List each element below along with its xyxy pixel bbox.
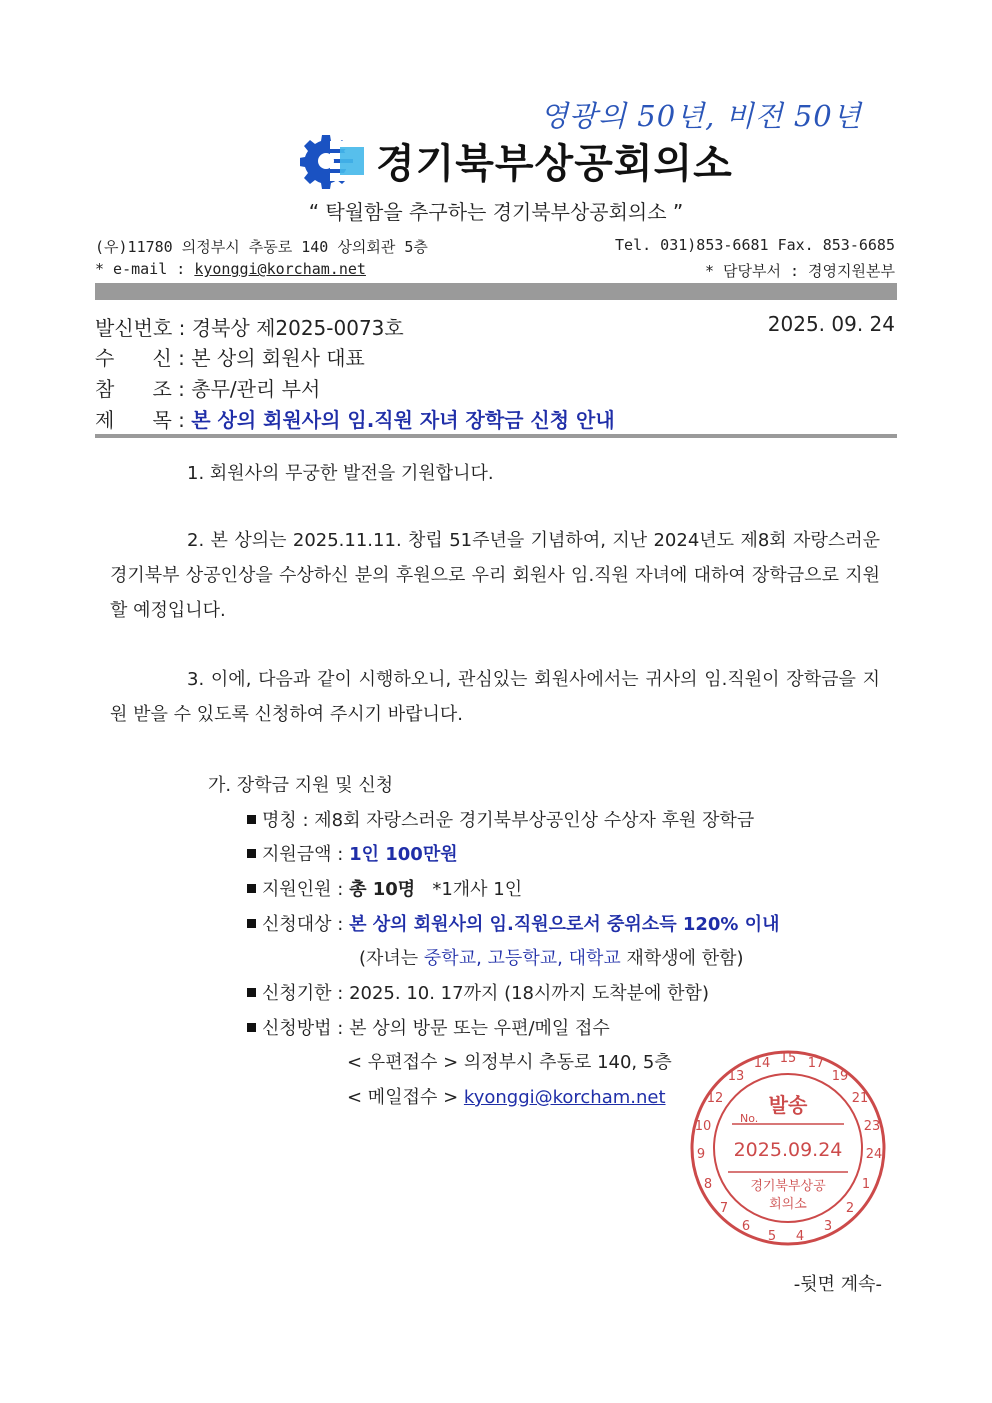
reference-row — [95, 373, 320, 402]
item-method — [247, 1014, 610, 1040]
item-deadline-value: 2025. 10. 17까지 (18시까지 도착분에 한함) — [349, 983, 709, 1004]
square-bullet-icon — [247, 1023, 256, 1032]
department: * 담당부서 : 경영지원본부 — [704, 262, 895, 280]
stamp-number-4: 21 — [851, 1091, 869, 1106]
stamp-no: No. — [740, 1112, 759, 1125]
stamp-number-17: 12 — [706, 1091, 724, 1106]
item-people-note: *1개사 1인 — [432, 879, 523, 900]
doc-number-row — [95, 312, 404, 341]
item-people-label: 지원인원 : — [262, 879, 344, 900]
continued-note: -뒷면 계속- — [793, 1274, 882, 1295]
postal-address: (우)11780 의정부시 추동로 140 상의회관 5층 — [95, 238, 428, 256]
gear-logo-icon — [300, 133, 364, 189]
recipient-row — [95, 342, 365, 371]
org-motto: “ 탁월함을 추구하는 경기북부상공회의소 ” — [308, 200, 684, 224]
doc-number-label: 발신번호 : — [95, 316, 186, 340]
item-deadline-label: 신청기한 : — [262, 983, 344, 1004]
paragraph-2: 2. 본 상의는 2025.11.11. 창립 51주년을 기념하여, 지난 2024년도 제8회 자랑스러운 경기북부 상공인상을 수상하신 분의 후원으로 우리 회원사 임.직원 자녀에 대하여 장학금으로 지원할 예정입니다. — [110, 530, 880, 621]
item-people-value: 총 10명 — [349, 879, 416, 900]
stamp-number-16: 10 — [694, 1119, 712, 1134]
mail-link[interactable]: kyonggi@korcham.net — [463, 1087, 666, 1108]
slogan: 영광의 50년, 비전 50년 — [540, 99, 862, 133]
item-people — [247, 875, 522, 901]
meta-divider — [95, 434, 897, 438]
target-note-close: 재학생에 한함) — [626, 948, 744, 969]
recipient-label: 수 신 : — [95, 346, 185, 370]
post-submission — [347, 1048, 672, 1074]
header-email-link[interactable]: kyonggi@korcham.net — [194, 260, 366, 278]
mail-submission — [347, 1083, 666, 1109]
school-middle: 중학교, — [423, 948, 482, 969]
item-name-value: 제8회 자랑스러운 경기북부상공인상 수상자 후원 장학금 — [314, 810, 755, 831]
subject-row — [95, 404, 615, 433]
stamp-number-15: 9 — [696, 1147, 706, 1162]
email-line — [95, 260, 366, 278]
subject: 본 상의 회원사의 임.직원 자녀 장학금 신청 안내 — [191, 408, 615, 432]
item-amount-label: 지원금액 : — [262, 844, 344, 865]
stamp-number-19: 14 — [753, 1056, 771, 1071]
org-name: 경기북부상공회의소 — [376, 141, 733, 187]
post-address: 의정부시 추동로 140, 5층 — [463, 1052, 672, 1073]
square-bullet-icon — [247, 884, 256, 893]
item-target-label: 신청대상 : — [262, 914, 344, 935]
stamp-org-line2: 회의소 — [769, 1197, 807, 1212]
square-bullet-icon — [247, 919, 256, 928]
item-name — [247, 806, 754, 832]
phone-fax: Tel. 031)853-6681 Fax. 853-6685 — [615, 236, 895, 254]
stamp-number-8: 2 — [845, 1201, 855, 1216]
stamp-number-12: 6 — [741, 1219, 751, 1234]
stamp-number-5: 23 — [863, 1119, 881, 1134]
target-note-open: (자녀는 — [359, 948, 424, 969]
stamp-org-line1: 경기북부상공 — [750, 1179, 826, 1194]
school-high: 고등학교, — [487, 948, 563, 969]
stamp-number-2: 17 — [807, 1056, 825, 1071]
paragraph-1: 1. 회원사의 무궁한 발전을 기원합니다. — [187, 463, 494, 484]
section-heading: 가. 장학금 지원 및 신청 — [208, 775, 394, 796]
item-target — [247, 910, 780, 936]
square-bullet-icon — [247, 988, 256, 997]
item-deadline — [247, 979, 709, 1005]
stamp-number-11: 5 — [767, 1229, 777, 1244]
dispatch-stamp — [688, 1048, 888, 1248]
org-logo — [300, 132, 733, 189]
reference: 총무/관리 부서 — [191, 377, 321, 401]
reference-label: 참 조 : — [95, 377, 185, 401]
stamp-number-9: 3 — [823, 1219, 833, 1234]
stamp-number-10: 4 — [795, 1229, 805, 1244]
square-bullet-icon — [247, 849, 256, 858]
stamp-number-13: 7 — [719, 1201, 729, 1216]
post-label: < 우편접수 > — [347, 1052, 459, 1073]
recipient: 본 상의 회원사 대표 — [191, 346, 365, 370]
stamp-number-7: 1 — [861, 1177, 871, 1192]
item-name-label: 명칭 : — [262, 810, 309, 831]
item-method-label: 신청방법 : — [262, 1018, 344, 1039]
paragraph-3: 3. 이에, 다음과 같이 시행하오니, 관심있는 회원사에서는 귀사의 임.직원이 장학금을 지원 받을 수 있도록 신청하여 주시기 바랍니다. — [110, 669, 880, 725]
email-label: * e-mail : — [95, 260, 186, 278]
mail-label: < 메일접수 > — [347, 1087, 459, 1108]
subject-label: 제 목 : — [95, 408, 185, 432]
doc-number: 경북상 제2025-0073호 — [191, 316, 404, 340]
item-amount — [247, 840, 458, 866]
stamp-number-14: 8 — [703, 1177, 713, 1192]
item-target-value: 본 상의 회원사의 임.직원으로서 중위소득 120% 이내 — [349, 914, 780, 935]
school-university: 대학교 — [568, 948, 621, 969]
stamp-title: 발송 — [768, 1093, 808, 1117]
item-method-value: 본 상의 방문 또는 우편/메일 접수 — [349, 1018, 610, 1039]
stamp-number-18: 13 — [727, 1069, 745, 1084]
doc-date: 2025. 09. 24 — [767, 312, 895, 336]
item-target-note — [359, 944, 744, 970]
stamp-date: 2025.09.24 — [733, 1139, 843, 1161]
square-bullet-icon — [247, 815, 256, 824]
stamp-number-1: 15 — [779, 1051, 797, 1066]
item-amount-value: 1인 100만원 — [349, 844, 458, 865]
stamp-number-6: 24 — [865, 1147, 883, 1162]
header-divider — [95, 283, 897, 300]
stamp-number-3: 19 — [831, 1069, 849, 1084]
